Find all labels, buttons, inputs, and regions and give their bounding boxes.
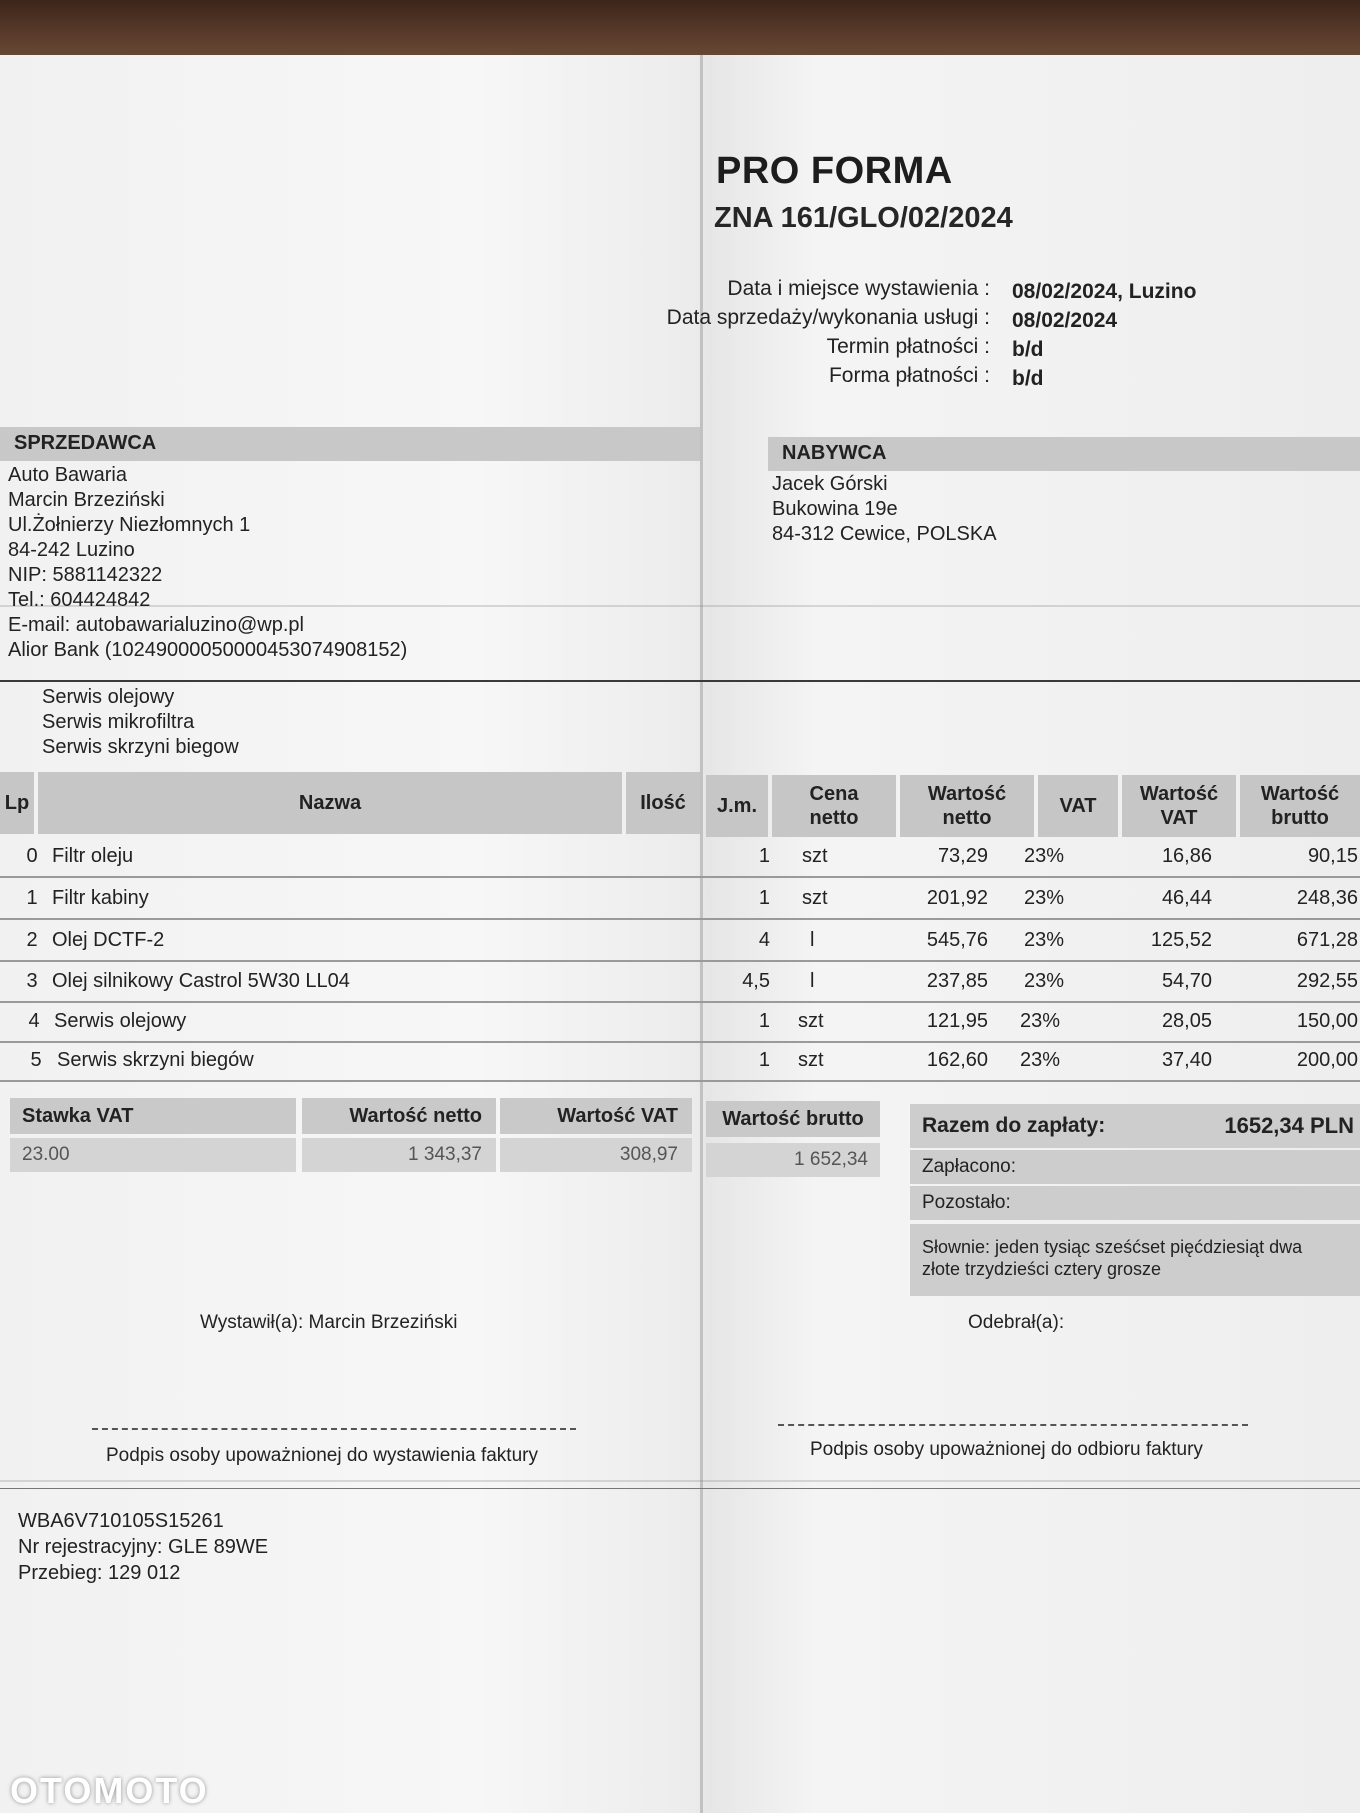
row-jm: l [810,929,815,951]
row-nazwa: Serwis skrzyni biegów [57,1049,254,1071]
row-vat-value: 16,86 [1161,845,1212,867]
summary-head-stawka: Stawka VAT [10,1098,296,1134]
row-vat-rate: 23% [1024,970,1065,992]
col-wartosc-brutto: Wartość brutto [1240,775,1360,837]
row-jm: l [810,970,815,992]
footer-divider [0,1488,1360,1489]
seller-bank: Alior Bank (10249000050000453074908152) [8,639,408,661]
meta-value-payment-term: b/d [1012,338,1044,361]
row-vat-rate: 23% [1020,1010,1061,1032]
meta-label-sale-date: Data sprzedaży/wykonania usługi : [666,306,990,329]
row-nazwa: Olej silnikowy Castrol 5W30 LL04 [52,970,350,992]
row-nazwa: Filtr oleju [52,845,134,867]
receiver-signature-caption: Podpis osoby upoważnionej do odbioru faktury [810,1439,1203,1460]
row-lp: 2 [26,929,38,951]
meta-label-payment-form: Forma płatności : [828,364,990,387]
buyer-street: Bukowina 19e [772,498,898,520]
otomoto-watermark: OTOMOTO [10,1770,209,1811]
row-vat-rate: 23% [1024,929,1065,951]
meta-label-issue-date: Data i miejsce wystawienia : [727,277,990,300]
vehicle-mileage: Przebieg: 129 012 [18,1562,181,1584]
row-brutto: 90,15 [1307,845,1358,867]
col-wartosc-vat: Wartość VAT [1122,775,1236,837]
row-netto: 545,76 [926,929,988,951]
vehicle-vin: WBA6V710105S15261 [18,1510,224,1532]
row-lp: 1 [26,887,38,909]
meta-value-issue-date: 08/02/2024, Luzino [1012,280,1197,303]
row-lp: 0 [26,845,38,867]
service-item: Serwis skrzyni biegow [42,736,239,758]
table-row [0,1001,1360,1043]
row-netto: 73,29 [937,845,988,867]
document-number: ZNA 161/GLO/02/2024 [714,202,1013,234]
row-vat-value: 54,70 [1161,970,1212,992]
received-by: Odebrał(a): [968,1312,1065,1333]
meta-label-payment-term: Termin płatności : [826,335,990,358]
col-cena-netto: Cena netto [772,775,896,837]
row-jm: szt [798,1049,824,1071]
row-vat-value: 28,05 [1161,1010,1212,1032]
col-ilosc: Ilość [626,772,700,834]
meta-value-payment-form: b/d [1012,367,1044,390]
row-ilosc: 1 [758,1010,770,1032]
row-nazwa: Serwis olejowy [54,1010,187,1032]
section-divider [0,680,1360,682]
amount-in-words: Słownie: jeden tysiąc sześćset pięćdziesiąt dwa złote trzydzieści cztery grosze [910,1224,1360,1296]
row-jm: szt [798,1010,824,1032]
seller-name: Auto Bawaria [8,464,127,486]
issuer-signature-caption: Podpis osoby upoważnionej do wystawienia faktury [106,1445,538,1466]
row-vat-value: 125,52 [1150,929,1212,951]
buyer-city: 84-312 Cewice, POLSKA [772,523,997,545]
row-brutto: 150,00 [1296,1010,1358,1032]
summary-vat: 308,97 [500,1138,692,1172]
row-netto: 201,92 [926,887,988,909]
summary-head-vat: Wartość VAT [500,1098,692,1134]
vehicle-registration: Nr rejestracyjny: GLE 89WE [18,1536,269,1558]
buyer-name: Jacek Górski [772,473,888,495]
row-vat-rate: 23% [1020,1049,1061,1071]
row-lp: 4 [28,1010,40,1032]
row-ilosc: 1 [758,1049,770,1071]
row-vat-rate: 23% [1024,845,1065,867]
row-netto: 237,85 [926,970,988,992]
col-jm: J.m. [706,775,768,837]
summary-head-brutto: Wartość brutto [706,1101,880,1137]
col-lp: Lp [0,772,34,834]
meta-value-sale-date: 08/02/2024 [1012,309,1118,332]
table-row [0,1040,1360,1082]
buyer-heading: NABYWCA [768,437,1360,471]
service-item: Serwis mikrofiltra [42,711,195,733]
seller-phone: Tel.: 604424842 [8,589,151,611]
seller-block [8,463,407,663]
row-vat-value: 37,40 [1161,1049,1212,1071]
paid-row: Zapłacono: [910,1150,1360,1184]
seller-street: Ul.Żołnierzy Niezłomnych 1 [8,514,251,536]
col-nazwa: Nazwa [38,772,622,834]
seller-heading: SPRZEDAWCA [0,427,700,461]
total-due-row [910,1104,1360,1148]
services-list [42,685,239,760]
signature-line-receiver [778,1424,1248,1426]
paper-fold-horizontal [0,1480,1360,1482]
remaining-row: Pozostało: [910,1186,1360,1220]
table-row [0,920,1360,962]
buyer-block [772,472,997,547]
service-item: Serwis olejowy [42,686,175,708]
total-due-value: 1652,34 PLN [1224,1113,1354,1138]
row-vat-value: 46,44 [1161,887,1212,909]
row-ilosc: 4 [758,929,770,951]
wooden-table-background [0,0,1360,60]
row-lp: 5 [30,1049,42,1071]
row-netto: 162,60 [926,1049,988,1071]
table-row [0,836,1360,878]
issued-by: Wystawił(a): Marcin Brzeziński [200,1312,458,1333]
row-lp: 3 [26,970,38,992]
row-jm: szt [802,887,828,909]
table-row [0,878,1360,920]
seller-person: Marcin Brzeziński [8,489,165,511]
total-due-label: Razem do zapłaty: [922,1114,1106,1137]
row-ilosc: 4,5 [742,970,770,992]
summary-stawka: 23.00 [10,1138,296,1172]
seller-email: E-mail: autobawarialuzino@wp.pl [8,614,304,636]
summary-netto: 1 343,37 [302,1138,496,1172]
row-ilosc: 1 [758,845,770,867]
row-nazwa: Olej DCTF-2 [52,929,165,951]
row-brutto: 248,36 [1296,887,1358,909]
table-row [0,961,1360,1003]
summary-head-netto: Wartość netto [302,1098,496,1134]
row-brutto: 200,00 [1296,1049,1358,1071]
seller-city: 84-242 Luzino [8,539,135,561]
signature-line-issuer [92,1428,576,1430]
col-wartosc-netto: Wartość netto [900,775,1034,837]
row-netto: 121,95 [926,1010,988,1032]
document-title: PRO FORMA [716,150,953,192]
row-jm: szt [802,845,828,867]
seller-nip: NIP: 5881142322 [8,564,163,586]
vehicle-info [18,1508,268,1586]
row-ilosc: 1 [758,887,770,909]
row-brutto: 292,55 [1296,970,1358,992]
row-nazwa: Filtr kabiny [52,887,149,909]
summary-brutto: 1 652,34 [706,1143,880,1177]
row-vat-rate: 23% [1024,887,1065,909]
col-vat: VAT [1038,775,1118,837]
row-brutto: 671,28 [1296,929,1358,951]
